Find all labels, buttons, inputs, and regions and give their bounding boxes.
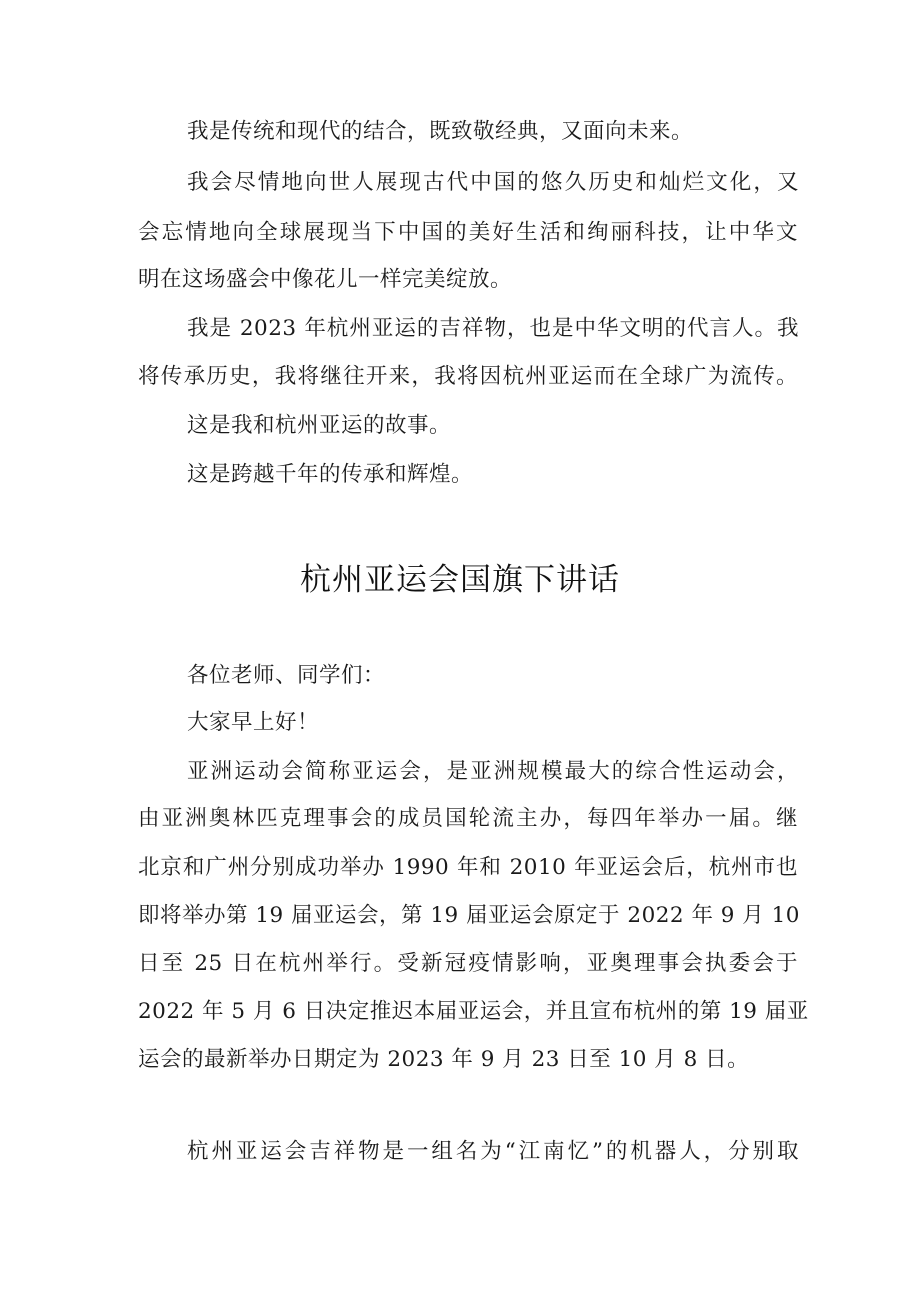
paragraph-line: 我是传统和现代的结合，既致敬经典，又面向未来。 [187, 119, 694, 144]
paragraph-line: 运会的最新举办日期定为 2023 年 9 月 23 日至 10 月 8 日。 [138, 1047, 750, 1072]
paragraph-line: 日至 25 日在杭州举行。受新冠疫情影响，亚奥理事会执委会于 [138, 951, 798, 976]
paragraph-line: 由亚洲奥林匹克理事会的成员国轮流主办，每四年举办一届。继 [138, 806, 798, 831]
paragraph-line: 这是跨越千年的传承和辉煌。 [187, 462, 474, 487]
paragraph-line: 即将举办第 19 届亚运会，第 19 届亚运会原定于 2022 年 9 月 10 [138, 903, 800, 928]
paragraph-line: 我是 2023 年杭州亚运的吉祥物，也是中华文明的代言人。我 [187, 316, 799, 341]
paragraph-line: 这是我和杭州亚运的故事。 [187, 413, 452, 438]
paragraph-line: 会忘情地向全球展现当下中国的美好生活和绚丽科技，让中华文 [138, 220, 798, 245]
paragraph-line: 将传承历史，我将继往开来，我将因杭州亚运而在全球广为流传。 [138, 364, 798, 389]
paragraph-line: 北京和广州分别成功举办 1990 年和 2010 年亚运会后，杭州市也 [138, 855, 798, 880]
paragraph-line: 明在这场盛会中像花儿一样完美绽放。 [138, 267, 513, 292]
paragraph-line: 2022 年 5 月 6 日决定推迟本届亚运会，并且宣布杭州的第 19 届亚 [138, 999, 809, 1024]
greeting-line: 各位老师、同学们： [187, 663, 386, 688]
greeting-line: 大家早上好！ [187, 710, 320, 735]
page-title: 杭州亚运会国旗下讲话 [300, 562, 620, 598]
paragraph-line: 杭州亚运会吉祥物是一组名为“江南忆”的机器人，分别取 [187, 1139, 799, 1164]
paragraph-line: 我会尽情地向世人展现古代中国的悠久历史和灿烂文化，又 [187, 170, 799, 195]
paragraph-line: 亚洲运动会简称亚运会，是亚洲规模最大的综合性运动会， [187, 759, 799, 784]
